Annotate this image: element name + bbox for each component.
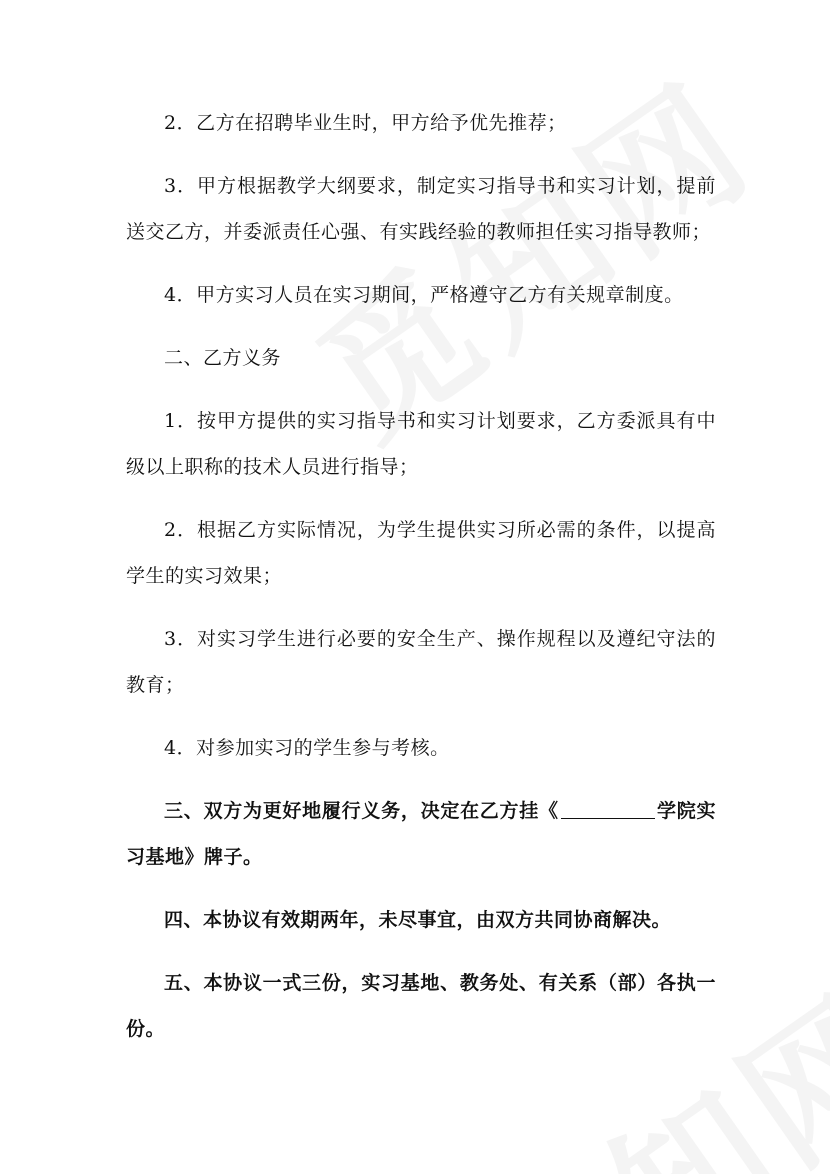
college-name-blank[interactable] (561, 800, 655, 819)
clause-three-after-text: 学院实习基地》牌子。 (126, 800, 716, 868)
paragraph-assign-technicians: 1．按甲方提供的实习指导书和实习计划要求，乙方委派具有中级以上职称的技术人员进行指导； (126, 410, 716, 478)
paragraph-recruit-priority: 2．乙方在招聘毕业生时，甲方给予优先推荐； (164, 112, 567, 134)
clause-three-internship-base (126, 788, 716, 880)
paragraph-comply-rules: 4．甲方实习人员在实习期间，严格遵守乙方有关规章制度。 (164, 284, 684, 306)
paragraph-provide-conditions: 2．根据乙方实际情况，为学生提供实习所必需的条件，以提高学生的实习效果； (126, 519, 716, 587)
section-heading-party-b-duties: 二、乙方义务 (164, 347, 282, 369)
paragraph-teaching-plan: 3．甲方根据教学大纲要求，制定实习指导书和实习计划，提前送交乙方，并委派责任心强、有实践经验的教师担任实习指导教师； (126, 175, 716, 243)
document-body (126, 100, 716, 1052)
paragraph-safety-education: 3．对实习学生进行必要的安全生产、操作规程以及遵纪守法的教育； (126, 628, 716, 696)
clause-three-before-text: 三、双方为更好地履行义务，决定在乙方挂《 (164, 800, 559, 822)
paragraph-assessment: 4．对参加实习的学生参与考核。 (164, 737, 450, 759)
clause-five-copies: 五、本协议一式三份，实习基地、教务处、有关系（部）各执一份。 (126, 972, 716, 1040)
clause-four-validity: 四、本协议有效期两年，未尽事宜，由双方共同协商解决。 (164, 909, 672, 931)
